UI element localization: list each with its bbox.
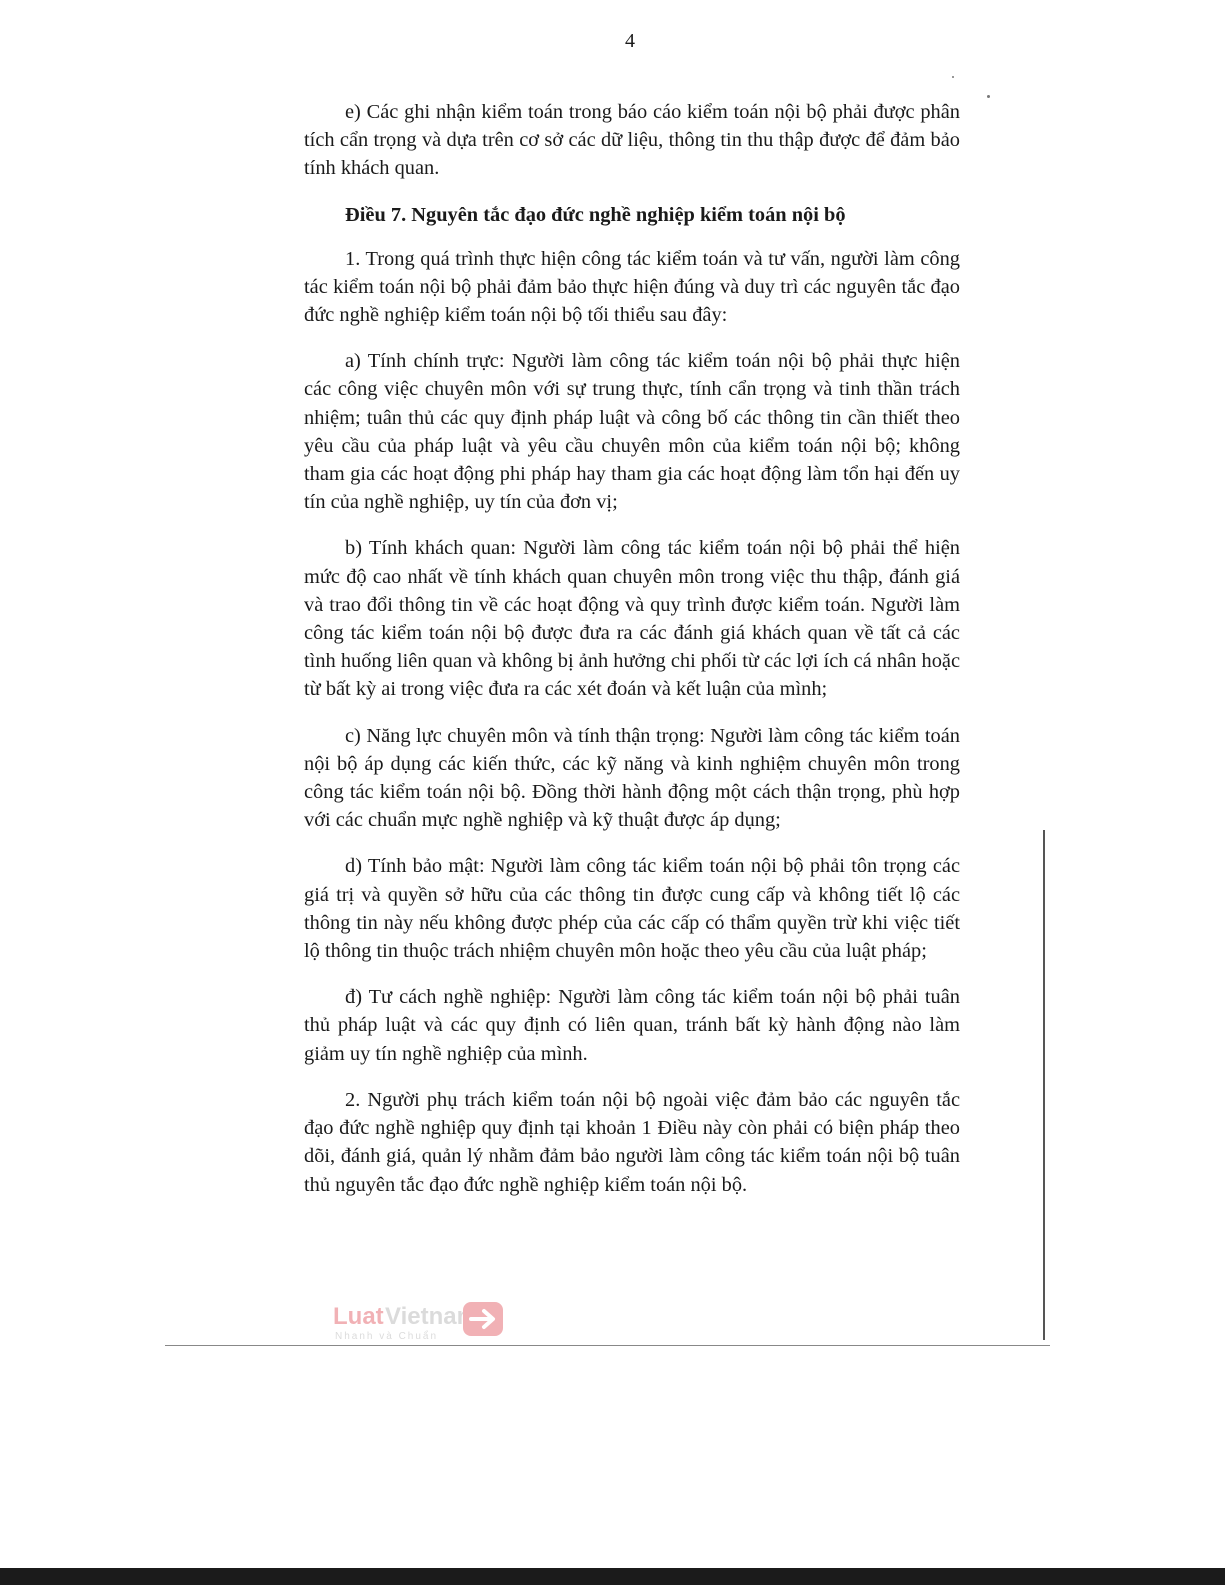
scan-speck	[952, 76, 954, 78]
watermark-brand-suffix: Vietnam	[385, 1303, 478, 1330]
scan-bottom-border	[0, 1568, 1225, 1585]
arrow-right-icon	[463, 1302, 503, 1336]
paragraph-b: b) Tính khách quan: Người làm công tác kiểm toán nội bộ phải thể hiện mức độ cao nhất về tính khách quan chuyên môn trong việc thu thập, đánh giá và trao đổi thông tin về các hoạt động và quy trình được kiểm toán. Người làm công tác kiểm toán nội bộ được đưa ra các đánh giá khách quan về tất cả các tình huống liên quan và không bị ảnh hưởng chi phối từ các lợi ích cá nhân hoặc từ bất kỳ ai trong việc đưa ra các xét đoán và kết luận của mình;	[304, 537, 960, 701]
paragraph-clause-2: 2. Người phụ trách kiểm toán nội bộ ngoài việc đảm bảo các nguyên tắc đạo đức nghề nghiệp quy định tại khoản 1 Điều này còn phải có biện pháp theo dõi, đánh giá, quản lý nhằm đảm bảo người làm công tác kiểm toán nội bộ tuân thủ nguyên tắc đạo đức nghề nghiệp kiểm toán nội bộ.	[304, 1088, 960, 1196]
watermark-brand-prefix: Luat	[333, 1303, 384, 1330]
paragraph-clause-1: 1. Trong quá trình thực hiện công tác kiểm toán và tư vấn, người làm công tác kiểm toán nội bộ phải đảm bảo thực hiện đúng và duy trì các nguyên tắc đạo đức nghề nghiệp kiểm toán nội bộ tối thiểu sau đây:	[304, 247, 960, 327]
article-heading: Điều 7. Nguyên tắc đạo đức nghề nghiệp kiểm toán nội bộ	[345, 203, 846, 226]
watermark-tagline: Nhanh và Chuẩn	[335, 1331, 439, 1342]
scan-right-edge-line	[1043, 830, 1045, 1340]
page-number: 4	[625, 30, 635, 52]
paragraph-a: a) Tính chính trực: Người làm công tác kiểm toán nội bộ phải thực hiện các công việc chuyên môn với sự trung thực, tính cẩn trọng và tinh thần trách nhiệm; tuân thủ các quy định pháp luật và công bố các thông tin cần thiết theo yêu cầu của pháp luật và yêu cầu chuyên môn của kiểm toán nội bộ; không tham gia các hoạt động phi pháp hay tham gia các hoạt động làm tổn hại đến uy tín của nghề nghiệp, uy tín của đơn vị;	[304, 350, 960, 514]
paragraph-c: c) Năng lực chuyên môn và tính thận trọng: Người làm công tác kiểm toán nội bộ áp dụng các kiến thức, các kỹ năng và kinh nghiệm chuyên môn trong công tác kiểm toán nội bộ. Đồng thời hành động một cách thận trọng, phù hợp với các chuẩn mực nghề nghiệp và kỹ thuật được áp dụng;	[304, 724, 960, 832]
scan-bottom-edge-line	[165, 1345, 1050, 1346]
paragraph-dd: đ) Tư cách nghề nghiệp: Người làm công tác kiểm toán nội bộ phải tuân thủ pháp luật và các quy định có liên quan, tránh bất kỳ hành động nào làm giảm uy tín nghề nghiệp của mình.	[304, 986, 960, 1065]
luatvietnam-watermark	[333, 1298, 508, 1343]
scan-speck	[987, 95, 990, 98]
paragraph-e: e) Các ghi nhận kiểm toán trong báo cáo kiểm toán nội bộ phải được phân tích cẩn trọng và dựa trên cơ sở các dữ liệu, thông tin thu thập được để đảm bảo tính khách quan.	[304, 101, 960, 180]
document-body	[304, 98, 960, 1217]
paragraph-d: d) Tính bảo mật: Người làm công tác kiểm toán nội bộ phải tôn trọng các giá trị và quyền sở hữu của các thông tin được cung cấp và không tiết lộ các thông tin này nếu không được phép của các cấp có thẩm quyền trừ khi việc tiết lộ thông tin thuộc trách nhiệm chuyên môn hoặc theo yêu cầu của luật pháp;	[304, 855, 960, 963]
